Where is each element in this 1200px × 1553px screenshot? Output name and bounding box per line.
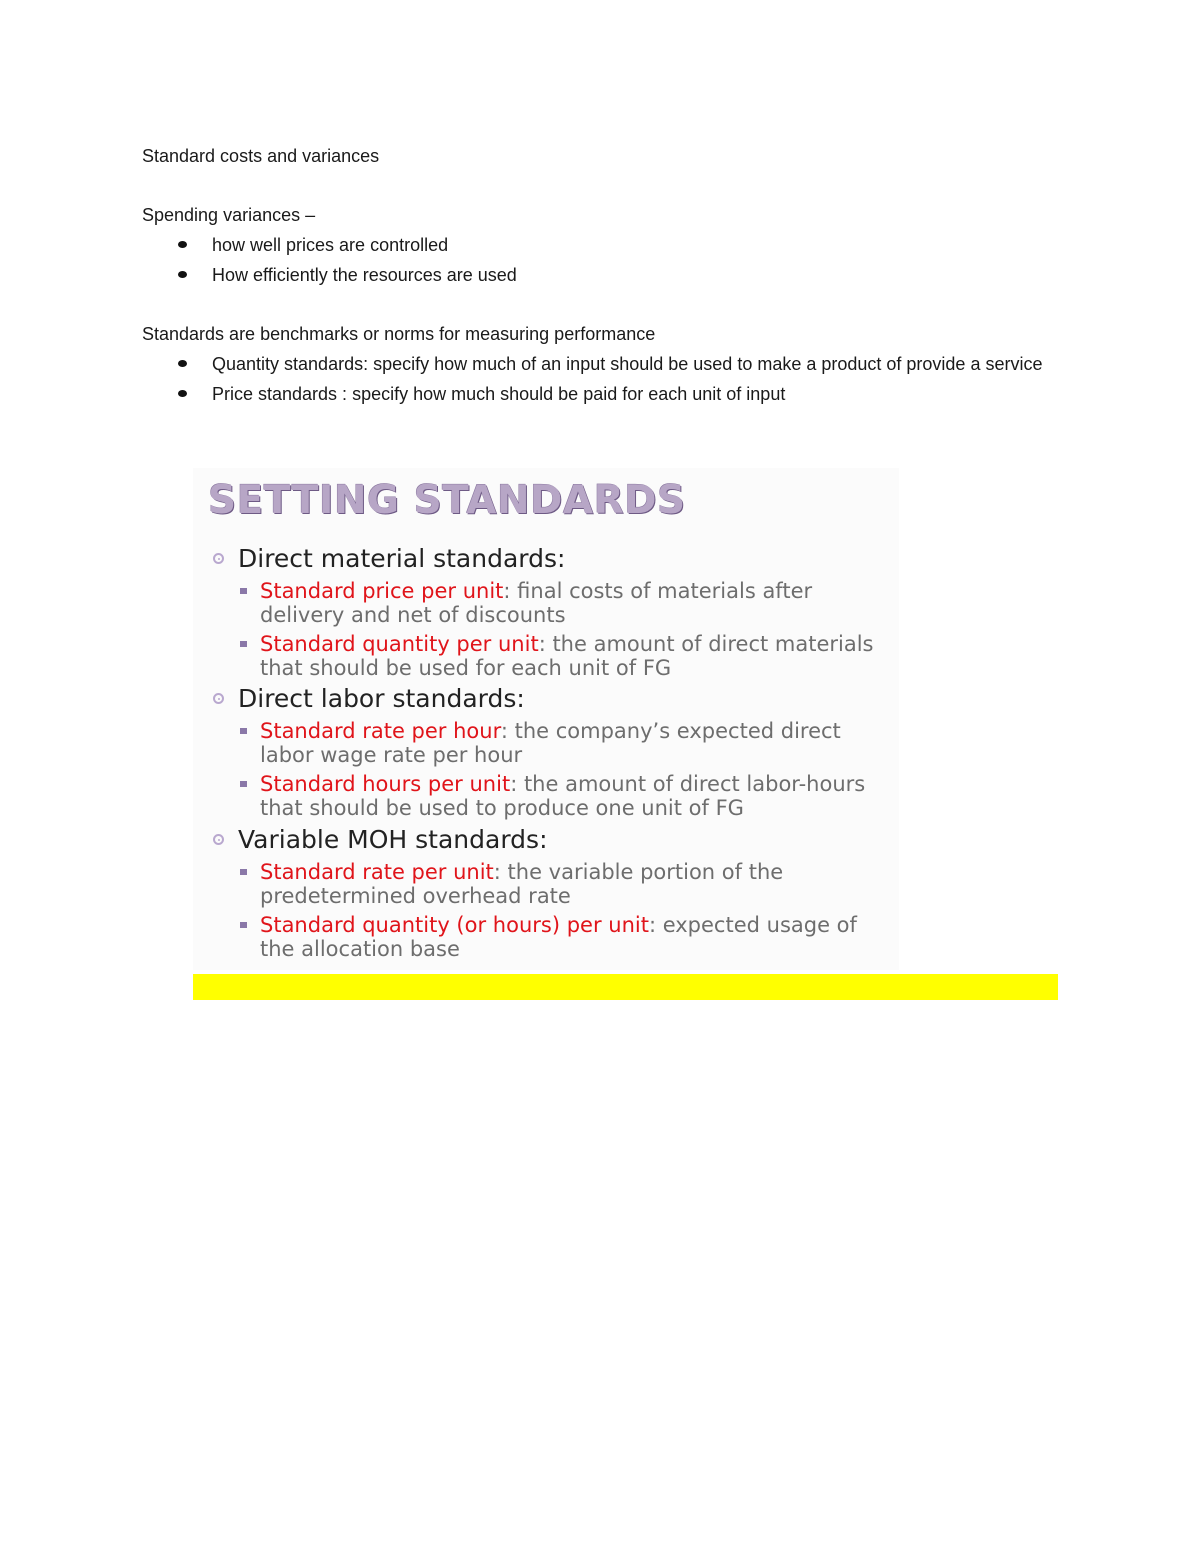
slide-section-direct-material <box>213 544 893 680</box>
slide-term: Standard quantity (or hours) per unit <box>260 913 649 937</box>
slide-sub-item <box>213 719 893 767</box>
list-item-text: Quantity standards: specify how much of an input should be used to make a product of provide a service <box>212 354 1043 374</box>
setting-standards-slide-image <box>193 468 899 970</box>
slide-section-heading: Variable MOH standards: <box>213 825 893 855</box>
standards-list <box>142 349 1072 409</box>
square-bullet-icon <box>240 922 247 928</box>
slide-term-description: : expected usage of the allocation base <box>260 913 857 961</box>
slide-term: Standard price per unit <box>260 579 504 603</box>
slide-term: Standard rate per unit <box>260 860 494 884</box>
slide-sub-item <box>213 913 893 961</box>
bullet-icon <box>178 360 187 367</box>
slide-sub-item <box>213 860 893 908</box>
square-bullet-icon <box>240 728 247 734</box>
square-bullet-icon <box>240 588 247 594</box>
square-bullet-icon <box>240 781 247 787</box>
slide-term: Standard hours per unit <box>260 772 511 796</box>
slide-term: Standard rate per hour <box>260 719 501 743</box>
list-item <box>142 260 1072 290</box>
slide-sub-item <box>213 579 893 627</box>
slide-term-description: : the variable portion of the predetermined overhead rate <box>260 860 784 908</box>
slide-section-variable-moh <box>213 825 893 961</box>
bullet-icon <box>178 390 187 397</box>
bullet-icon <box>178 241 187 248</box>
yellow-highlight-bar <box>193 974 1058 1000</box>
slide-sub-item <box>213 632 893 680</box>
slide-term-description: : the amount of direct materials that should be used for each unit of FG <box>260 632 874 680</box>
slide-title: SETTING STANDARDS <box>208 478 686 523</box>
list-item <box>142 349 1072 379</box>
spending-heading: Spending variances – <box>142 205 316 225</box>
ring-bullet-icon <box>213 693 224 704</box>
square-bullet-icon <box>240 641 247 647</box>
ring-bullet-icon <box>213 834 224 845</box>
list-item-text: Price standards : specify how much should be paid for each unit of input <box>212 384 786 404</box>
bullet-icon <box>178 271 187 278</box>
slide-term: Standard quantity per unit <box>260 632 539 656</box>
list-item <box>142 230 1072 260</box>
slide-term-description: : the company’s expected direct labor wage rate per hour <box>260 719 841 767</box>
list-item-text: How efficiently the resources are used <box>212 265 517 285</box>
slide-term-description: : the amount of direct labor-hours that should be used to produce one unit of FG <box>260 772 866 820</box>
list-item <box>142 379 1072 409</box>
standards-intro: Standards are benchmarks or norms for measuring performance <box>142 324 656 344</box>
ring-bullet-icon <box>213 553 224 564</box>
square-bullet-icon <box>240 869 247 875</box>
slide-sub-item <box>213 772 893 820</box>
slide-section-heading: Direct labor standards: <box>213 684 893 714</box>
slide-section-direct-labor <box>213 684 893 820</box>
slide-section-heading: Direct material standards: <box>213 544 893 574</box>
document-title: Standard costs and variances <box>142 146 380 166</box>
list-item-text: how well prices are controlled <box>212 235 449 255</box>
spending-list <box>142 230 1072 290</box>
slide-term-description: : final costs of materials after delivery and net of discounts <box>260 579 813 627</box>
